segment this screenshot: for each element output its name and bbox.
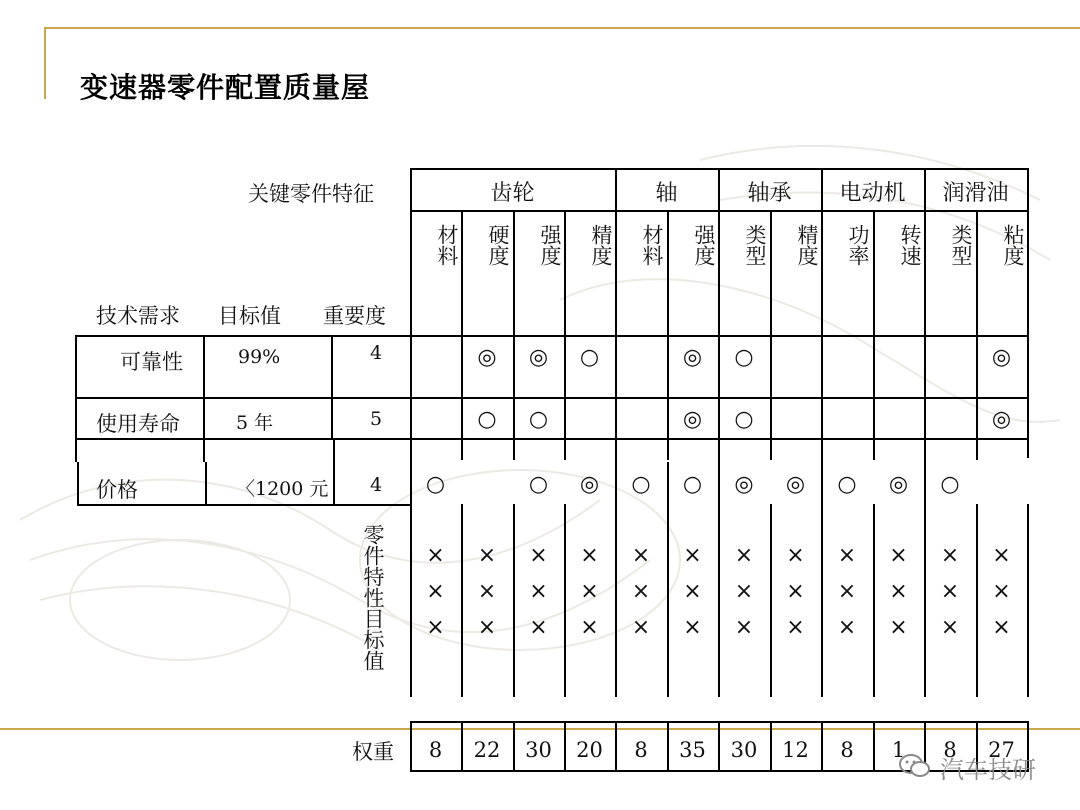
group-label: 润滑油 — [942, 181, 1009, 206]
weight-value: 1 — [891, 738, 906, 762]
group-label: 轴 — [655, 181, 678, 206]
feature-label: 强度 — [538, 224, 562, 266]
relation-mark: ◎ — [734, 472, 754, 497]
relation-mark: ○ — [631, 472, 651, 497]
grid-line-v — [461, 504, 463, 697]
grid-line-v — [410, 504, 412, 697]
target-mark: × × × — [426, 543, 445, 640]
key-features-header: 关键零件特征 — [248, 182, 374, 206]
relation-mark: ◎ — [991, 407, 1012, 432]
grid-line-v — [205, 462, 207, 504]
weight-value: 27 — [988, 738, 1015, 762]
requirement-target: 5 年 — [236, 412, 274, 434]
grid-line-v — [513, 504, 515, 697]
feature-label: 材料 — [640, 224, 664, 266]
group-label: 轴承 — [747, 181, 792, 206]
relation-mark: ○ — [734, 345, 754, 370]
group-label: 齿轮 — [490, 181, 535, 206]
grid-line-h — [75, 397, 1029, 399]
grid-line-v — [77, 462, 79, 504]
grid-line-v — [667, 504, 669, 697]
grid-line-h — [77, 504, 412, 506]
requirement-importance: 4 — [370, 474, 383, 496]
target-mark: × × × — [580, 543, 599, 640]
top-rule — [44, 27, 1080, 29]
target-row-label: 零件特性目标值 — [361, 524, 385, 671]
relation-mark: ○ — [682, 472, 703, 497]
relation-mark: ◎ — [579, 472, 600, 497]
relation-mark: ○ — [528, 472, 549, 497]
grid-line-v — [976, 504, 978, 697]
target-mark: × × × — [992, 543, 1011, 640]
grid-line-v — [1027, 168, 1029, 458]
feature-label: 精度 — [589, 224, 613, 266]
weight-value: 8 — [943, 738, 957, 762]
requirement-name: 可靠性 — [120, 350, 183, 374]
target-mark: × × × — [889, 543, 908, 640]
grid-line-v — [333, 438, 335, 504]
requirement-target: 〈1200 元 — [236, 478, 329, 500]
grid-line-v — [75, 335, 77, 462]
grid-line-v — [667, 462, 669, 504]
grid-line-v — [924, 504, 926, 697]
feature-label: 功率 — [846, 224, 870, 266]
feature-label: 强度 — [692, 224, 716, 266]
relation-mark: ○ — [477, 407, 497, 432]
grid-line-v — [821, 504, 823, 697]
target-mark: × × × — [631, 543, 651, 640]
feature-label: 转速 — [898, 224, 922, 266]
relation-mark: ◎ — [682, 407, 703, 432]
target-mark: × × × — [683, 543, 702, 640]
feature-label: 精度 — [795, 224, 819, 266]
feature-label: 类型 — [743, 224, 767, 266]
relation-mark: ◎ — [991, 345, 1012, 370]
target-mark: × × × — [529, 543, 548, 640]
weight-value: 8 — [634, 738, 648, 762]
weight-value: 20 — [576, 738, 603, 762]
weight-value: 8 — [428, 738, 443, 762]
weight-value: 12 — [782, 738, 809, 762]
target-value-header: 目标值 — [218, 304, 281, 328]
grid-line-v — [718, 504, 720, 697]
left-rule — [44, 27, 46, 99]
watermark — [900, 750, 1036, 785]
target-mark: × × × — [837, 543, 857, 640]
grid-line-h — [75, 335, 1029, 337]
target-mark: × × × — [477, 543, 497, 640]
relation-mark: ◎ — [528, 345, 549, 370]
weight-value: 30 — [730, 738, 758, 762]
requirement-importance: 5 — [370, 408, 383, 430]
weight-value: 30 — [525, 738, 552, 762]
feature-label: 类型 — [949, 224, 973, 266]
target-mark: × × × — [940, 543, 960, 640]
feature-label: 材料 — [435, 224, 459, 266]
group-label: 电动机 — [839, 181, 906, 206]
feature-label: 硬度 — [486, 224, 510, 266]
weight-value: 22 — [473, 738, 501, 762]
grid-line-v — [331, 335, 333, 438]
relation-mark: ◎ — [682, 345, 703, 370]
requirement-name: 价格 — [96, 478, 138, 502]
relation-mark: ○ — [734, 407, 754, 432]
relation-mark: ○ — [425, 472, 446, 497]
page-title: 变速器零件配置质量屋 — [80, 71, 371, 104]
requirement-target: 99% — [238, 346, 281, 368]
grid-line-v — [564, 504, 566, 697]
weight-value: 8 — [840, 738, 854, 762]
requirement-name: 使用寿命 — [96, 412, 180, 436]
weight-value: 35 — [679, 738, 706, 762]
grid-line-v — [770, 504, 772, 697]
grid-line-v — [873, 504, 875, 697]
target-mark: × × × — [734, 543, 754, 640]
relation-mark: ◎ — [785, 472, 806, 497]
tech-requirements-header: 技术需求 — [96, 304, 180, 328]
relation-mark: ◎ — [477, 345, 497, 370]
grid-line-v — [615, 504, 617, 697]
relation-mark: ○ — [940, 472, 960, 497]
relation-mark: ◎ — [888, 472, 909, 497]
relation-mark: ○ — [579, 345, 600, 370]
grid-line-h — [75, 438, 1029, 440]
importance-header: 重要度 — [323, 304, 386, 328]
watermark-text: 汽车技研 — [940, 756, 1036, 784]
bottom-rule — [0, 728, 1080, 730]
relation-mark: ○ — [528, 407, 549, 432]
weight-label: 权重 — [352, 740, 394, 764]
relation-mark: ○ — [837, 472, 857, 497]
grid-line-v — [1027, 504, 1029, 697]
feature-label: 粘度 — [1001, 224, 1025, 266]
grid-line-v — [203, 335, 205, 462]
target-mark: × × × — [786, 543, 805, 640]
requirement-importance: 4 — [370, 342, 383, 364]
